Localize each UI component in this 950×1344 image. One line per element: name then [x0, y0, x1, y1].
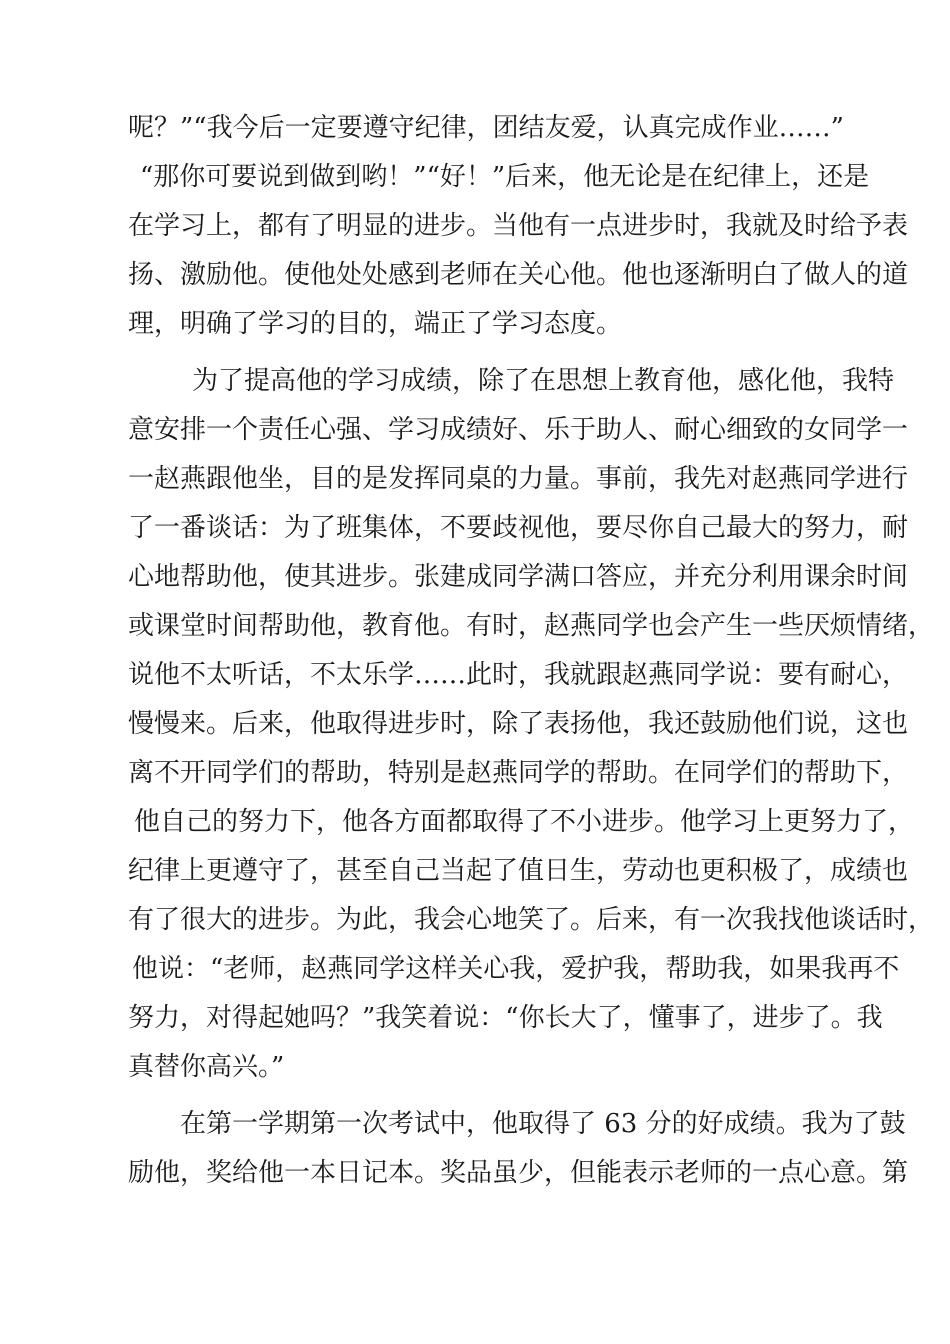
paragraph-first-line: 在第一学期第一次考试中，他取得了 63 分的好成绩。我为了鼓 — [180, 1109, 906, 1139]
text-line: “那你可要说到做到哟！”“好！”后来，他无论是在纪律上，还是 — [140, 162, 870, 192]
text-line: 纪律上更遵守了，甚至自己当起了值日生，劳动也更积极了，成绩也 — [128, 856, 909, 886]
text-line: 努力，对得起她吗？”我笑着说：“你长大了，懂事了，进步了。我 — [128, 1003, 883, 1033]
paragraph-first-line: 为了提高他的学习成绩，除了在思想上教育他，感化他，我特 — [192, 366, 895, 396]
text-line: 有了很大的进步。为此，我会心地笑了。后来，有一次我找他谈话时， — [128, 905, 935, 935]
document-body — [128, 104, 935, 1198]
text-line: 真替你高兴。” — [128, 1052, 285, 1082]
text-line: 了一番谈话：为了班集体，不要歧视他，要尽你自己最大的努力，耐 — [128, 513, 909, 543]
text-line: 或课堂时间帮助他，教育他。有时，赵燕同学也会产生一些厌烦情绪， — [128, 611, 935, 641]
text-line: 他自己的努力下，他各方面都取得了不小进步。他学习上更努力了， — [134, 807, 915, 837]
text-line: 慢慢来。后来，他取得进步时，除了表扬他，我还鼓励他们说，这也 — [128, 709, 909, 739]
text-line: 一赵燕跟他坐，目的是发挥同桌的力量。事前，我先对赵燕同学进行 — [128, 464, 909, 494]
text-line: 心地帮助他，使其进步。张建成同学满口答应，并充分利用课余时间 — [128, 562, 909, 592]
text-line: 他说：“老师，赵燕同学这样关心我，爱护我，帮助我，如果我再不 — [132, 954, 900, 984]
text-line: 说他不太听话，不太乐学……此时，我就跟赵燕同学说：要有耐心， — [128, 660, 909, 690]
text-line: 呢？”“我今后一定要遵守纪律，团结友爱，认真完成作业……” — [128, 113, 844, 143]
text-line: 意安排一个责任心强、学习成绩好、乐于助人、耐心细致的女同学一 — [128, 415, 909, 445]
text-line: 励他，奖给他一本日记本。奖品虽少，但能表示老师的一点心意。第 — [128, 1158, 909, 1188]
text-line: 理，明确了学习的目的，端正了学习态度。 — [128, 309, 623, 339]
text-line: 在学习上，都有了明显的进步。当他有一点进步时，我就及时给予表 — [128, 211, 909, 241]
text-line: 扬、激励他。使他处处感到老师在关心他。他也逐渐明白了做人的道 — [128, 260, 909, 290]
text-line: 离不开同学们的帮助，特别是赵燕同学的帮助。在同学们的帮助下， — [128, 758, 909, 788]
